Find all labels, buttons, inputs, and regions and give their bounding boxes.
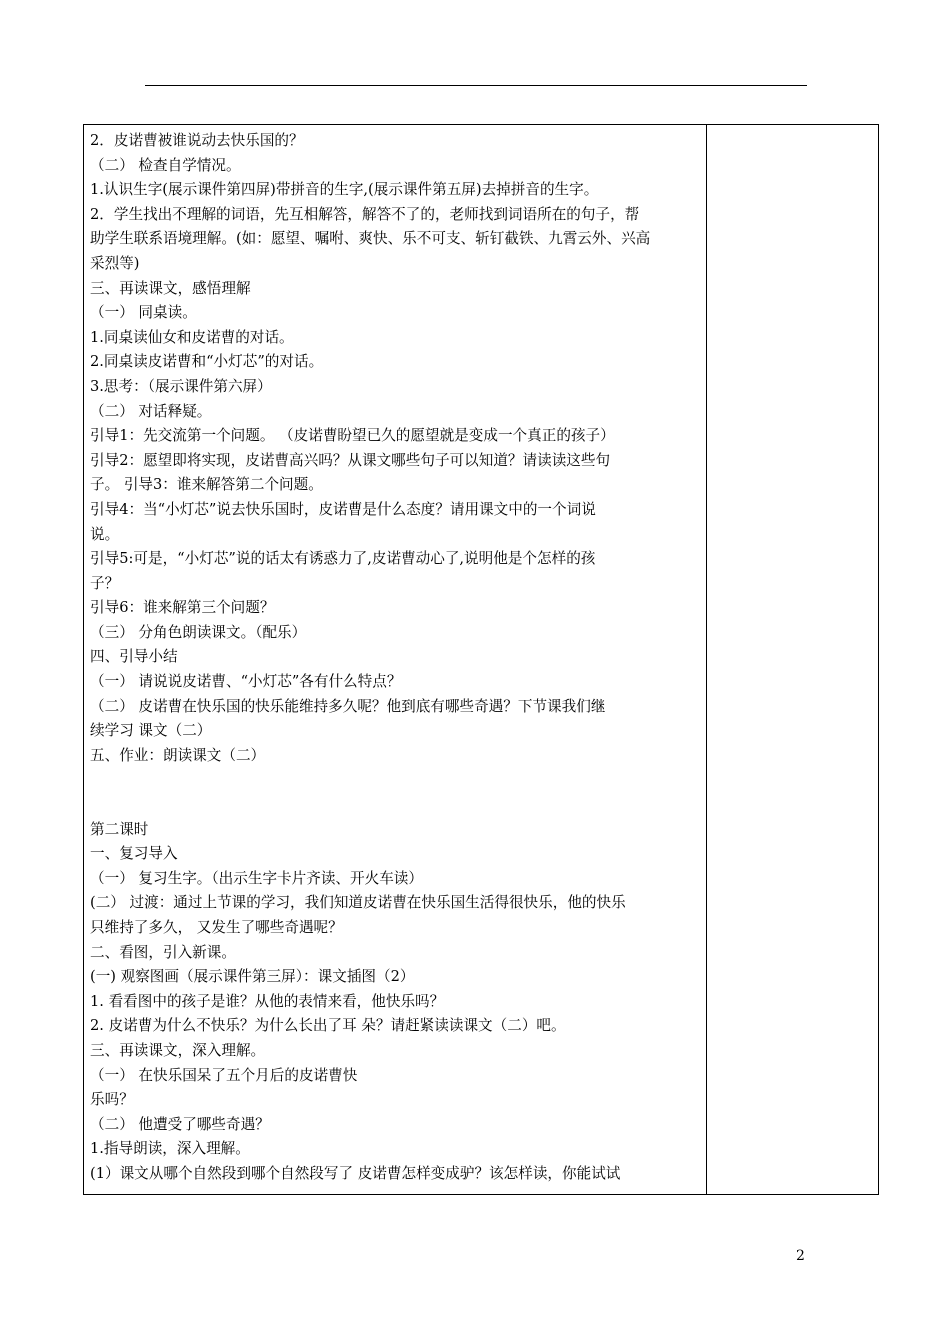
text-line: 采烈等) [90, 254, 140, 272]
text-line: （二） 他遭受了哪些奇遇？ [90, 1115, 270, 1133]
text-line: （一） 在快乐国呆了五个月后的皮诺曹快 [90, 1066, 358, 1084]
lesson-heading: 第二课时 [90, 820, 149, 838]
page-number: 2 [796, 1248, 805, 1264]
text-line: (一) 观察图画（展示课件第三屏）：课文插图（2） [90, 968, 415, 986]
text-line: 引导6：谁来解第三个问题？ [90, 599, 275, 617]
text-line: 2. 皮诺曹为什么不快乐？为什么长出了耳 朵？请赶紧读读课文（二）吧。 [90, 1017, 566, 1035]
text-line: 子？ [90, 574, 120, 592]
text-line: 2．学生找出不理解的词语，先互相解答，解答不了的，老师找到词语所在的句子，帮 [90, 205, 640, 223]
text-line: 1. 看看图中的孩子是谁？从他的表情来看，他快乐吗？ [90, 992, 445, 1010]
text-line: 1.同桌读仙女和皮诺曹的对话。 [90, 328, 294, 346]
section-heading: 三、再读课文，感悟理解 [90, 279, 251, 297]
text-line: 子。 引导3：谁来解答第二个问题。 [90, 476, 323, 494]
text-line: 只维持了多久， 又发生了哪些奇遇呢？ [90, 919, 343, 936]
text-line: 2．皮诺曹被谁说动去快乐国的？ [90, 132, 304, 149]
text-line: 1.指导朗读，深入理解。 [90, 1140, 250, 1158]
text-line: （二） 皮诺曹在快乐国的快乐能维持多久呢？他到底有哪些奇遇？下节课我们继 [90, 697, 606, 715]
text-line: 2.同桌读皮诺曹和“小灯芯”的对话。 [90, 353, 324, 371]
section-heading: 五、作业：朗读课文（二） [90, 746, 266, 764]
text-line: 引导5:可是，“小灯芯”说的话太有诱惑力了,皮诺曹动心了,说明他是个怎样的孩 [90, 550, 596, 568]
text-line: （三） 分角色朗读课文。（配乐） [90, 623, 307, 641]
blank-line [90, 793, 702, 818]
text-line: (1）课文从哪个自然段到哪个自然段写了 皮诺曹怎样变成驴？该怎样读，你能试试 [90, 1164, 621, 1182]
lesson-table [83, 124, 879, 1195]
text-line: （一） 请说说皮诺曹、“小灯芯”各有什么特点？ [90, 673, 402, 691]
text-line: 1.认识生字(展示课件第四屏)带拼音的生字,(展示课件第五屏)去掉拼音的生字。 [90, 181, 599, 199]
section-heading: 四、引导小结 [90, 648, 178, 666]
text-line: （一） 同桌读。 [90, 304, 197, 322]
section-heading: 二、看图，引入新课。 [90, 943, 236, 961]
text-line: 续学习 课文（二） [90, 722, 212, 740]
text-line: 说。 [90, 525, 120, 543]
section-heading: 一、复习导入 [90, 845, 178, 863]
section-heading: 三、再读课文，深入理解。 [90, 1041, 266, 1059]
text-line: （一） 复习生字。（出示生字卡片齐读、开火车读） [90, 869, 423, 887]
text-line: 乐吗？ [90, 1091, 134, 1109]
header-rule [145, 85, 807, 86]
text-line: 引导2：愿望即将实现，皮诺曹高兴吗？从课文哪些句子可以知道？请读读这些句 [90, 451, 611, 469]
text-line: 引导4：当“小灯芯”说去快乐国时，皮诺曹是什么态度？请用课文中的一个词说 [90, 500, 596, 518]
text-line: 助学生联系语境理解。(如：愿望、嘱咐、爽快、乐不可支、斩钉截铁、九霄云外、兴高 [90, 230, 651, 248]
text-line: 引导1：先交流第一个问题。 （皮诺曹盼望已久的愿望就是变成一个真正的孩子） [90, 427, 615, 445]
blank-line [90, 768, 702, 793]
text-line: （二） 检查自学情况。 [90, 156, 241, 174]
column-divider [706, 125, 707, 1194]
text-line: 3.思考：（展示课件第六屏） [90, 377, 272, 395]
lesson-content [90, 129, 702, 1187]
text-line: （二） 对话释疑。 [90, 402, 212, 420]
text-line: (二） 过渡：通过上节课的学习，我们知道皮诺曹在快乐国生活得很快乐，他的快乐 [90, 894, 626, 912]
